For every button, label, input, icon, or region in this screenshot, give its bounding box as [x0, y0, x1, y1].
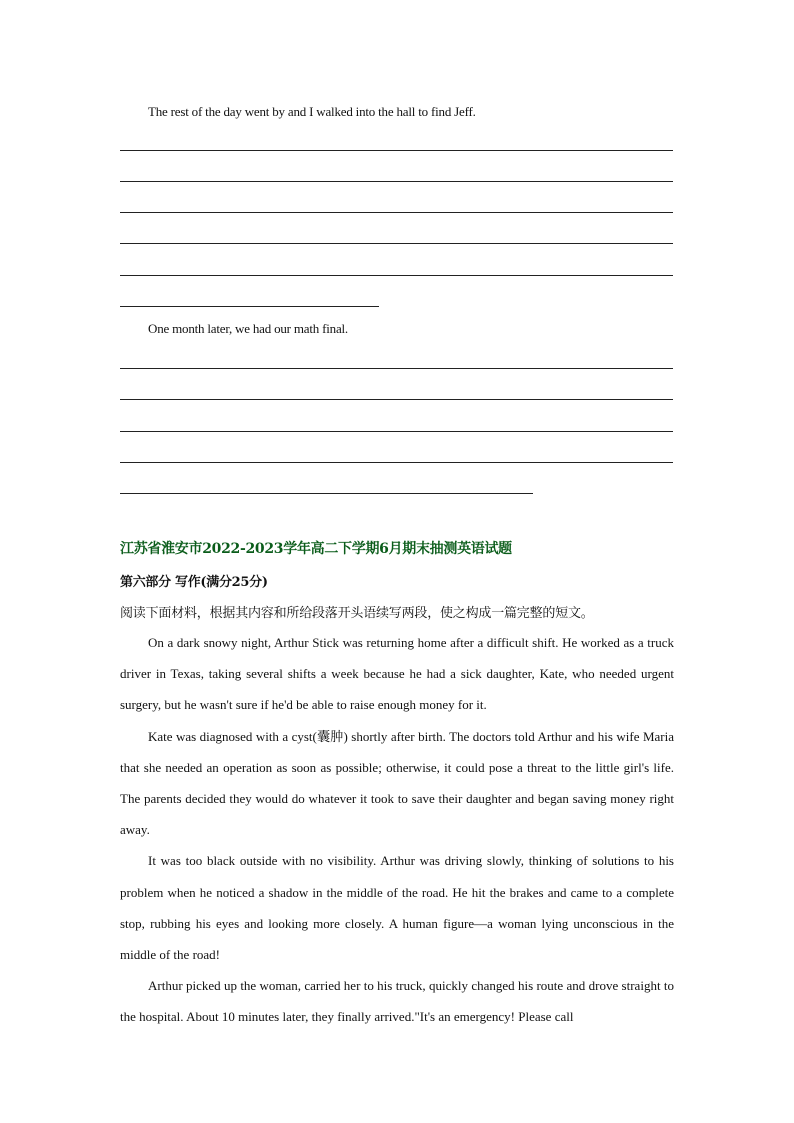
continuation-prompt-1: The rest of the day went by and I walked into the hall to find Jeff. — [148, 104, 476, 119]
story-text — [120, 627, 674, 1033]
writing-line — [120, 368, 673, 369]
story-paragraph: Kate was diagnosed with a cyst(囊肿) shortly after birth. The doctors told Arthur and his wife Maria that she needed an operation as soon as possible; otherwise, it could pose a threat to the little girl's life. The parents decided they would do whatever it took to save their daughter and began saving money right away. — [120, 728, 674, 838]
writing-line — [120, 462, 673, 463]
writing-line-short — [120, 493, 533, 494]
writing-line — [120, 275, 673, 276]
task-instruction: 阅读下面材料，根据其内容和所给段落开头语续写两段，使之构成一篇完整的短文。 — [120, 606, 594, 621]
writing-line — [120, 431, 673, 432]
continuation-prompt-2: One month later, we had our math final. — [148, 321, 348, 336]
exam-title: 江苏省淮安市2022-2023学年高二下学期6月期末抽测英语试题 — [120, 541, 512, 557]
story-paragraph: It was too black outside with no visibility. Arthur was driving slowly, thinking of solutions to his problem when he noticed a shadow in the middle of the road. He hit the brakes and came to a complete stop, rubbing his eyes and looking more closely. A human figure—a woman lying unconscious in the middle of the road! — [120, 853, 674, 963]
story-paragraph: Arthur picked up the woman, carried her to his truck, quickly changed his route and drove straight to the hospital. About 10 minutes later, they finally arrived."It's an emergency! Please call — [120, 978, 674, 1025]
writing-line — [120, 150, 673, 151]
section-heading: 第六部分 写作(满分25分) — [120, 575, 268, 590]
story-paragraph: On a dark snowy night, Arthur Stick was returning home after a difficult shift. He worked as a truck driver in Texas, taking several shifts a week because he had a sick daughter, Kate, who needed urgent surgery, but he wasn't sure if he'd be able to raise enough money for it. — [120, 635, 674, 713]
writing-line — [120, 212, 673, 213]
writing-line — [120, 181, 673, 182]
writing-line — [120, 243, 673, 244]
writing-line — [120, 399, 673, 400]
writing-line-short — [120, 306, 379, 307]
